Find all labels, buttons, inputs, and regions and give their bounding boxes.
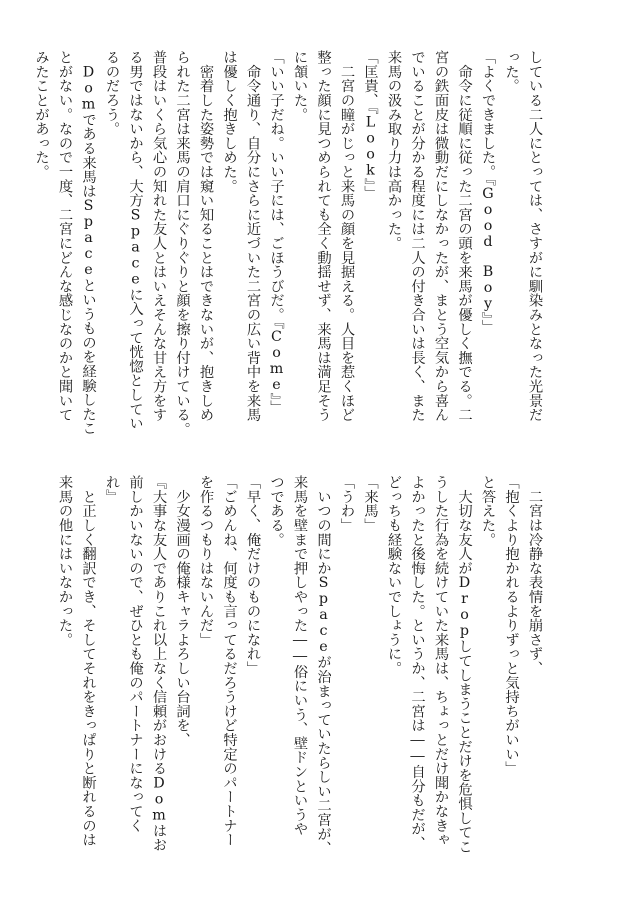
upper-text-line: 二宮の瞳がじっと来馬の顔を見据える。人目を惹くほど	[339, 50, 355, 422]
lower-text-line: どっちも経験ないでしょうに。	[386, 475, 402, 676]
upper-text-line: 「いい子だね。いい子には、ごほうびだ。『Come』」	[268, 50, 285, 415]
upper-text-line: している二人にとっては、さすがに馴染みとなった光景だ	[527, 50, 543, 422]
lower-text-line: よかったと後悔した。というか、二宮は――自分もだが、	[409, 475, 426, 851]
upper-text-line: る男ではないから、大方Spaceに入って恍惚としてい	[127, 50, 144, 431]
lower-text-line: 来馬を壁まで押しやった――俗にいう、壁ドンというや	[292, 475, 308, 836]
lower-text-line: 「抱くより抱かれるよりずっと気持ちがいい」	[503, 475, 520, 776]
lower-text-line: 二宮は冷静な表情を崩さず、	[527, 475, 543, 676]
upper-text-line: は優しく抱きしめた。	[221, 50, 238, 193]
lower-text-line: 『大事な友人でありこれ以上なく信頼がおけるDomはお	[151, 475, 167, 852]
lower-text-line: いつの間にかSpaceが治まっていたらしい二宮が、	[315, 475, 332, 856]
lower-text-block	[57, 475, 546, 865]
lower-text-line: 前しかいないので、ぜひとも俺のパートナーになってく	[127, 475, 144, 833]
upper-text-line: 普段はいくら気心の知れた友人とはいえそんな甘え方をす	[151, 50, 167, 422]
lower-text-line: 「来馬」	[362, 475, 379, 533]
upper-text-line: 「よくできました。『Good Boy』」	[480, 50, 496, 334]
lower-text-line: を作るつもりはないんだ」	[198, 475, 214, 647]
lower-text-line: つである。	[268, 475, 285, 547]
upper-text-line: 命令通り、自分にさらに近づいた二宮の広い背中を来馬	[245, 50, 261, 422]
upper-text-line: 宮の鉄面皮は微動だにしなかったが、まとう空気から喜ん	[433, 50, 449, 422]
upper-text-line: Domである来馬はSpaceというものを経験したこ	[80, 50, 97, 436]
lower-text-line: 来馬の他にはいなかった。	[57, 475, 73, 647]
upper-text-line: 整った顔に見つめられても全く動揺せず、来馬は満足そう	[315, 50, 332, 422]
lower-text-line: 「早く、俺だけのものになれ」	[245, 475, 261, 676]
upper-text-line: 来馬の汲み取り力は高かった。	[386, 50, 402, 251]
upper-text-line: 命令に従順に従った二宮の頭を来馬が優しく撫でる。二	[456, 50, 473, 422]
upper-text-block	[33, 50, 546, 440]
lower-text-line: 「ごめんね、何度も言ってるだろうけど特定のパートナー	[221, 475, 238, 847]
upper-text-line: に頷いた。	[292, 50, 308, 122]
upper-text-line: 密着した姿勢では窺い知ることはできないが、抱きしめ	[198, 50, 214, 422]
upper-text-line: でいることが分かる程度には二人の付き合いは長く、また	[409, 50, 426, 422]
lower-text-line: れ』	[104, 475, 120, 504]
lower-text-line: 「うわ」	[339, 475, 355, 533]
lower-text-line: 大切な友人がDropしてしまうことだけを危惧してこ	[456, 475, 473, 854]
upper-text-line: とがない。なので一度、二宮にどんな感じなのかと聞いて	[57, 50, 73, 422]
lower-text-line: うした行為を続けていた来馬は、ちょっとだけ聞かなきゃ	[433, 475, 449, 847]
upper-text-line: 「匡貴、『Look』」	[362, 50, 379, 200]
upper-text-line: った。	[503, 50, 520, 93]
lower-text-line: と正しく翻訳でき、そしてそれをきっぱりと断れるのは	[80, 475, 97, 847]
lower-text-line: と答えた。	[480, 475, 496, 547]
upper-text-line: られた二宮は来馬の肩口にぐりぐりと顔を擦り付けている。	[174, 50, 191, 437]
lower-text-line: 少女漫画の俺様キャラよろしい台詞を、	[174, 475, 191, 747]
upper-text-line: みたことがあった。	[33, 50, 50, 179]
upper-text-line: るのだろう。	[104, 50, 120, 136]
